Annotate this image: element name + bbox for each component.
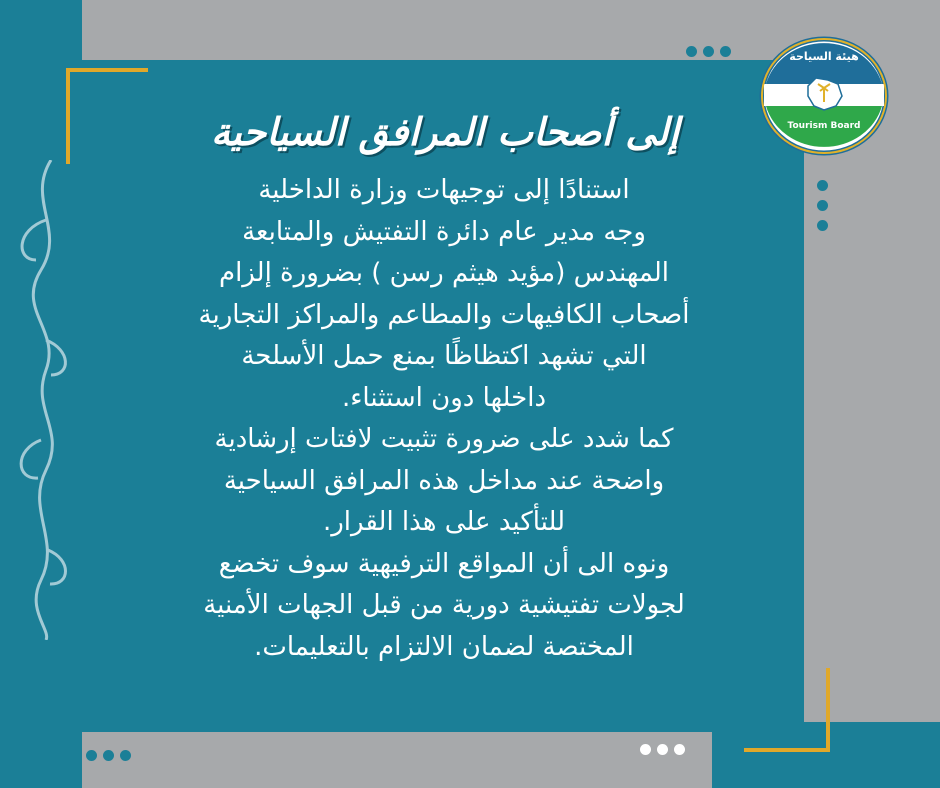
dot: [817, 200, 828, 211]
body-line: لجولات تفتيشية دورية من قبل الجهات الأمنية: [203, 590, 685, 620]
dot: [103, 750, 114, 761]
dots-top: [686, 46, 731, 57]
announcement-body: [112, 170, 776, 668]
body-line: للتأكيد على هذا القرار.: [322, 507, 566, 537]
dot: [720, 46, 731, 57]
dots-bottom-left: [86, 750, 131, 761]
dot: [817, 180, 828, 191]
logo-arabic-text: هيئة السياحة: [789, 50, 859, 63]
headline: إلى أصحاب المرافق السياحية: [210, 110, 680, 154]
dot: [703, 46, 714, 57]
dot: [657, 744, 668, 755]
body-line: ونوه الى أن المواقع الترفيهية سوف تخضع: [218, 548, 670, 579]
gold-corner-bottom-right: [744, 668, 830, 752]
dots-right: [817, 180, 828, 231]
dot: [120, 750, 131, 761]
body-line: المهندس (مؤيد هيثم رسن ) بضرورة إلزام: [218, 258, 670, 288]
body-line: كما شدد على ضرورة تثبيت لافتات إرشادية: [214, 424, 674, 454]
gold-corner-top-left: [66, 68, 148, 164]
tourism-board-logo: [758, 36, 890, 156]
body-line: داخلها دون استثناء.: [341, 382, 547, 413]
decorative-ornament: [6, 160, 76, 640]
body-line: استنادًا إلى توجيهات وزارة الداخلية: [258, 175, 630, 205]
body-line: المختصة لضمان الالتزام بالتعليمات.: [254, 631, 634, 662]
dot: [640, 744, 651, 755]
body-line: أصحاب الكافيهات والمطاعم والمراكز التجارية: [198, 299, 690, 330]
body-line: واضحة عند مداخل هذه المرافق السياحية: [223, 465, 665, 496]
dot: [674, 744, 685, 755]
dots-bottom-right: [640, 744, 685, 755]
body-line: وجه مدير عام دائرة التفتيش والمتابعة: [242, 216, 646, 247]
dot: [686, 46, 697, 57]
body-line: التي تشهد اكتظاظًا بمنع حمل الأسلحة: [241, 341, 647, 371]
dot: [817, 220, 828, 231]
logo-english-text: Tourism Board: [787, 121, 861, 131]
dot: [86, 750, 97, 761]
